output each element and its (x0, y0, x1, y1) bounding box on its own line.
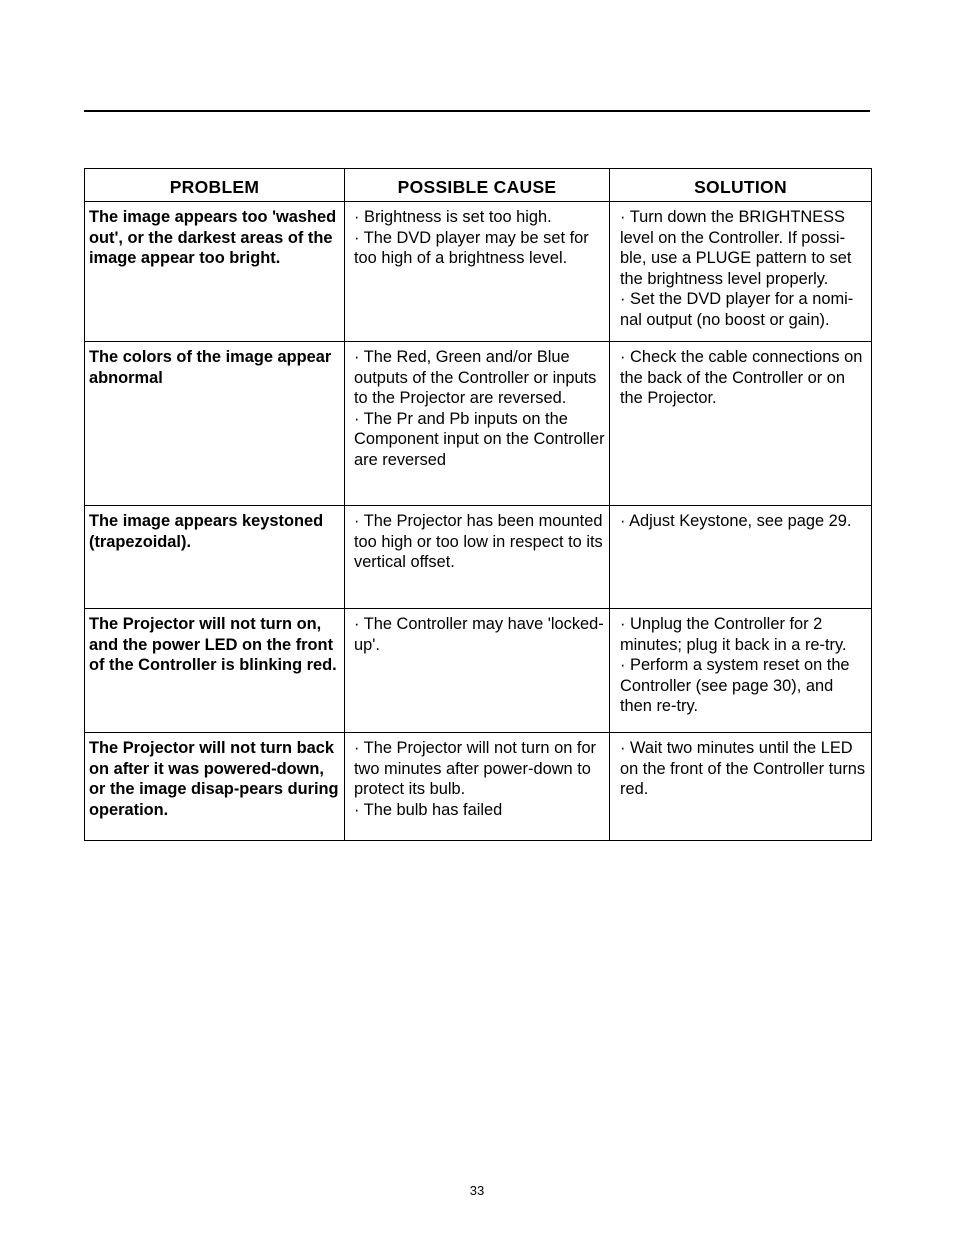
cause-cell (345, 202, 610, 342)
solution-cell (610, 342, 872, 506)
header-problem: PROBLEM (85, 169, 345, 202)
cause-cell (345, 733, 610, 841)
cause-cell (345, 342, 610, 506)
solution-item: · Check the cable connections on the back of the Controller or on the Projector. (620, 348, 863, 407)
page-number: 33 (469, 1183, 485, 1198)
cause-item: · The Pr and Pb inputs on the Component input on the Controller are reversed (354, 409, 605, 469)
cause-cell (345, 506, 610, 609)
table-row (85, 609, 872, 733)
cause-item: · The Red, Green and/or Blue outputs of the Controller or inputs to the Projector are reversed. (354, 348, 597, 407)
header-solution: SOLUTION (610, 169, 872, 202)
table-row (85, 202, 872, 342)
cause-item: · The bulb has failed (354, 800, 503, 819)
problem-cell: The Projector will not turn on, and the power LED on the front of the Controller is blinking red. (85, 609, 345, 733)
problem-cell: The colors of the image appear abnormal (85, 342, 345, 506)
cause-item: · The Controller may have 'locked-up'. (354, 615, 604, 654)
solution-item: · Unplug the Controller for 2 minutes; plug it back in a re-try. (620, 615, 847, 654)
table-row (85, 342, 872, 506)
problem-cell: The Projector will not turn back on after it was powered-down, or the image disap-pears during operation. (85, 733, 345, 841)
table-row (85, 733, 872, 841)
table-row (85, 506, 872, 609)
solution-cell (610, 733, 872, 841)
solution-item: · Perform a system reset on the Controller (see page 30), and then re-try. (620, 656, 850, 715)
cause-item: · The Projector has been mounted too high or too low in respect to its vertical offset. (354, 512, 603, 571)
troubleshooting-table (84, 168, 872, 841)
solution-item: · Turn down the BRIGHTNESS level on the Controller. If possi-ble, use a PLUGE pattern to set the brightness level properly. (620, 208, 852, 288)
cause-item: · Brightness is set too high. (354, 208, 552, 226)
cause-item: · The DVD player may be set for too high of a brightness level. (354, 228, 589, 267)
problem-cell: The image appears keystoned (trapezoidal). (85, 506, 345, 609)
solution-cell (610, 202, 872, 342)
cause-cell (345, 609, 610, 733)
cause-item: · The Projector will not turn on for two minutes after power-down to protect its bulb. (354, 739, 597, 798)
solution-item: · Wait two minutes until the LED on the front of the Controller turns red. (620, 739, 866, 798)
solution-cell (610, 506, 872, 609)
problem-cell: The image appears too 'washed out', or the darkest areas of the image appear too bright. (85, 202, 345, 342)
top-rule (84, 110, 870, 112)
solution-item: · Set the DVD player for a nomi-nal output (no boost or gain). (620, 290, 854, 329)
header-possible-cause: POSSIBLE CAUSE (345, 169, 610, 202)
solution-item: · Adjust Keystone, see page 29. (620, 512, 852, 530)
solution-cell (610, 609, 872, 733)
header-row (85, 169, 872, 202)
